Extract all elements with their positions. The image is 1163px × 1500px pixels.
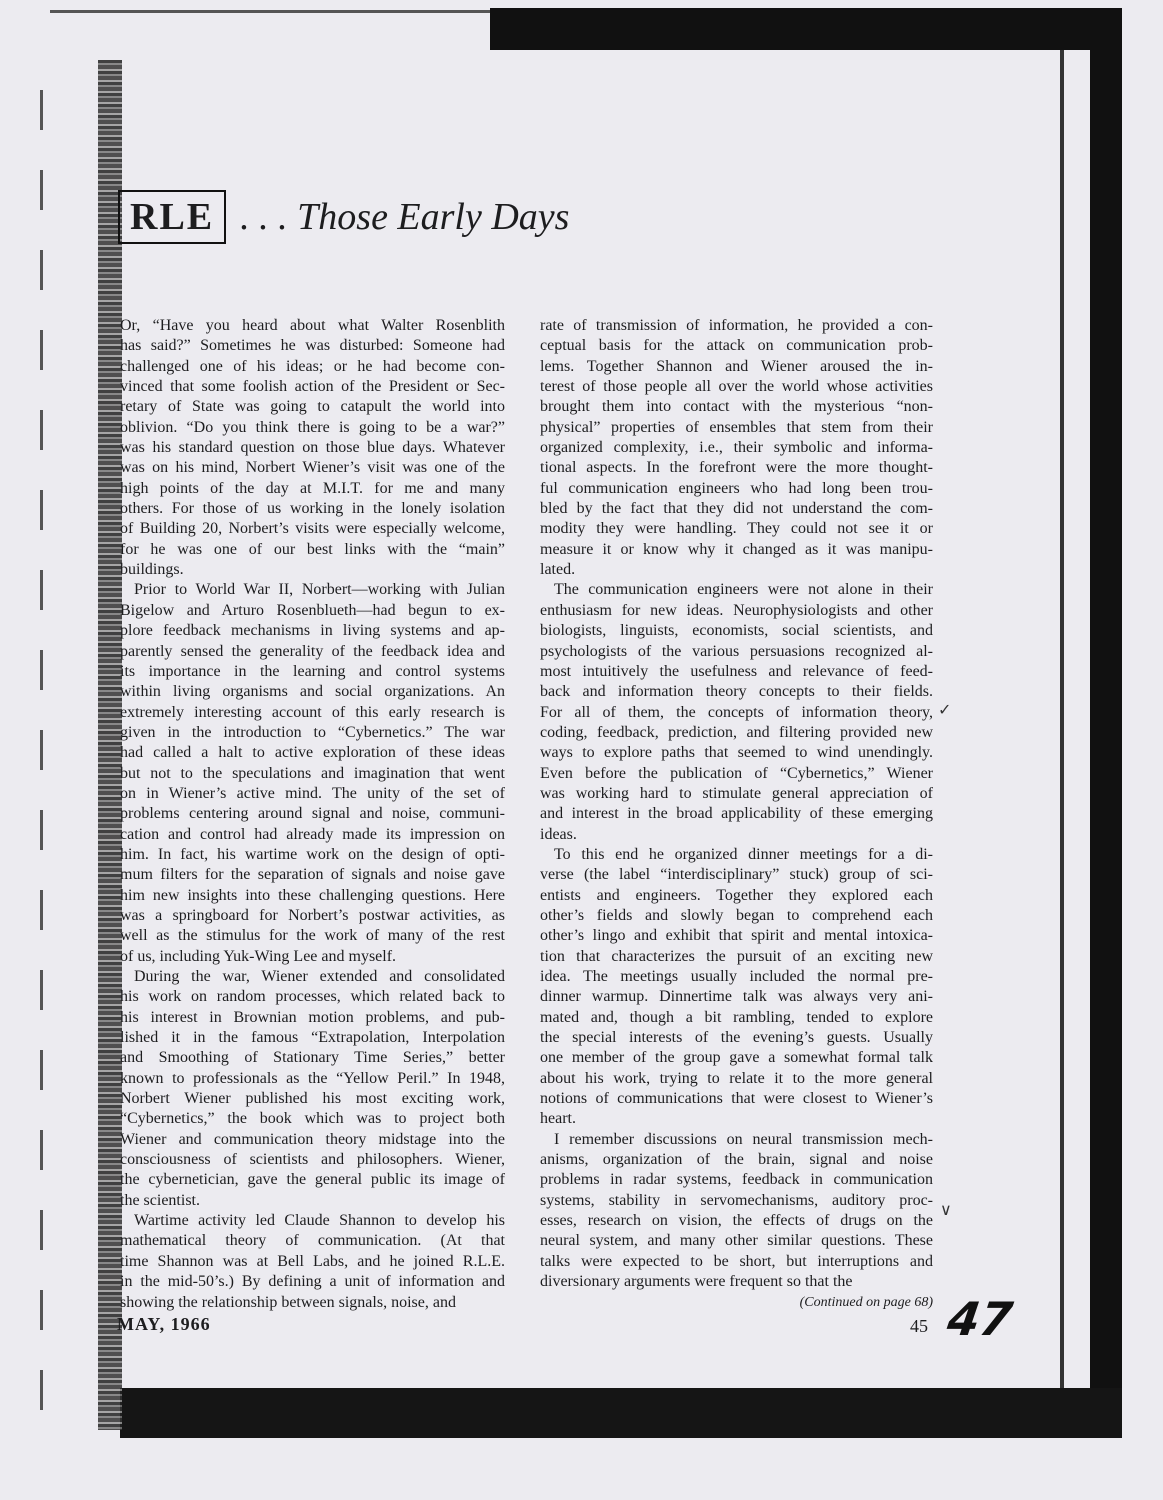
text-line: showing the relationship between signals, noise, and xyxy=(120,1293,456,1311)
text-line: measure it or know why it changed as it was manipu- xyxy=(540,540,933,558)
text-line: To this end he organized dinner meetings for a di- xyxy=(554,845,933,863)
text-line: consciousness of scientists and philosophers. Wiener, xyxy=(120,1151,505,1169)
text-line: Prior to World War II, Norbert—working with Julian xyxy=(134,581,505,599)
text-line: mum filters for the separation of signals and noise gave xyxy=(120,866,505,884)
text-line: the cybernetician, gave the general public its image of xyxy=(120,1171,505,1189)
text-line: I remember discussions on neural transmission mech- xyxy=(554,1130,933,1148)
text-line: idea. The meetings usually included the normal pre- xyxy=(540,968,933,985)
issue-date: MAY, 1966 xyxy=(117,1314,211,1334)
text-line: in the mid-50’s.) By defining a unit of information and xyxy=(120,1273,505,1291)
text-line: problems centering around signal and noise, communi- xyxy=(120,805,505,823)
page-number: 45 xyxy=(910,1316,928,1336)
text-line: him. In fact, his wartime work on the design of opti- xyxy=(120,845,505,863)
text-line: bled by the fact that they did not understand the com- xyxy=(540,500,933,518)
scan-border-top xyxy=(490,8,1122,50)
text-line: diversionary arguments were frequent so that the xyxy=(540,1273,853,1291)
text-line: about his work, trying to relate it to the more general xyxy=(540,1069,933,1087)
text-line: was a springboard for Norbert’s postwar activities, as xyxy=(120,906,505,924)
text-line: rate of transmission of information, he provided a con- xyxy=(540,317,933,334)
text-line: of Building 20, Norbert’s visits were especially welcome, xyxy=(120,520,505,538)
text-line: and interest in the broad applicability of these emerging xyxy=(540,805,933,823)
text-line: terest of those people all over the world whose activities xyxy=(540,378,933,396)
left-column xyxy=(120,316,505,1313)
text-line: challenged one of his ideas; or he had become con- xyxy=(120,357,505,375)
text-line: Wartime activity led Claude Shannon to develop his xyxy=(134,1212,505,1230)
text-line: organized complexity, i.e., their symbolic and informa- xyxy=(540,439,933,457)
text-line: lished it in the famous “Extrapolation, Interpolation xyxy=(120,1029,505,1047)
text-line: well as the stimulus for the work of many of the rest xyxy=(120,927,505,945)
text-line: entists and engineers. Together they explored each xyxy=(540,886,933,904)
text-line: other’s lingo and exhibit that spirit and mental intoxica- xyxy=(540,927,933,945)
article-title: . . . Those Early Days xyxy=(240,196,570,238)
text-line: tional aspects. In the forefront were the more thought- xyxy=(540,459,933,477)
text-line: During the war, Wiener extended and consolidated xyxy=(134,968,505,985)
text-line: enthusiasm for new ideas. Neurophysiologists and other xyxy=(540,601,933,619)
text-line: of us, including Yuk-Wing Lee and myself. xyxy=(120,947,397,965)
text-line: was on his mind, Norbert Wiener’s visit was one of the xyxy=(120,459,505,477)
continued-note: (Continued on page 68) xyxy=(799,1294,933,1310)
checkmark-annotation: ∨ xyxy=(940,1202,952,1219)
text-line: psychologists of the various persuasions recognized al- xyxy=(540,642,933,660)
text-line: Wiener and communication theory midstage into the xyxy=(120,1130,505,1148)
text-line: ideas. xyxy=(540,825,577,843)
text-line: oblivion. “Do you think there is going to be a war?” xyxy=(120,418,505,436)
rle-logo: RLE xyxy=(118,190,226,244)
text-line: back and information theory concepts to their fields. xyxy=(540,683,933,701)
text-line: was his standard question on those blue days. Whatever xyxy=(120,439,505,457)
text-line: The communication engineers were not alone in their xyxy=(554,581,933,599)
right-column xyxy=(540,316,933,1313)
text-line: one member of the group gave a somewhat formal talk xyxy=(540,1049,933,1067)
text-line: Even before the publication of “Cybernetics,” Wiener xyxy=(540,764,933,782)
text-line: cation and control had already made its impression on xyxy=(120,825,505,843)
text-line: anisms, organization of the brain, signal and noise xyxy=(540,1151,933,1169)
text-line: extremely interesting account of this early research is xyxy=(120,703,505,721)
text-line: talks were expected to be short, but interruptions and xyxy=(540,1252,933,1270)
text-line: within living organisms and social organizations. An xyxy=(120,683,505,701)
scan-shadow-left xyxy=(98,60,122,1430)
text-line: has said?” Sometimes he was disturbed: Someone had xyxy=(120,337,505,355)
scan-border-right xyxy=(1090,8,1122,1438)
text-line: brought them into contact with the mysterious “non- xyxy=(540,398,933,416)
text-line: coding, feedback, prediction, and filtering provided new xyxy=(540,723,933,741)
text-line: notions of communications that were closest to Wiener’s xyxy=(540,1090,933,1108)
scan-edge-line xyxy=(50,10,490,13)
text-line: others. For those of us working in the lonely isolation xyxy=(120,500,505,518)
text-line: modity they were handling. They could not see it or xyxy=(540,520,933,538)
text-line: lems. Together Shannon and Wiener aroused the in- xyxy=(540,357,933,375)
text-line: systems, stability in servomechanisms, auditory proc- xyxy=(540,1191,933,1209)
text-line: known to professionals as the “Yellow Peril.” In 1948, xyxy=(120,1069,505,1087)
text-line: plore feedback mechanisms in living systems and ap- xyxy=(120,622,505,640)
article-header xyxy=(118,190,569,244)
text-line: other’s fields and slowly began to comprehend each xyxy=(540,906,933,924)
text-line: him new insights into these challenging questions. Here xyxy=(120,886,505,904)
handwritten-page-number: 47 xyxy=(944,1292,1016,1346)
text-line: the scientist. xyxy=(120,1191,200,1209)
text-line: For all of them, the concepts of information theory, xyxy=(540,703,933,721)
text-line: heart. xyxy=(540,1110,576,1128)
text-line: his interest in Brownian motion problems, and pub- xyxy=(120,1008,505,1026)
text-line: ful communication engineers who had long been trou- xyxy=(540,479,933,497)
text-line: the special interests of the evening’s guests. Usually xyxy=(540,1029,933,1047)
text-line: esses, research on vision, the effects of drugs on the xyxy=(540,1212,933,1230)
text-line: ways to explore paths that seemed to wind unendingly. xyxy=(540,744,933,762)
text-line: physical” properties of ensembles that stem from their xyxy=(540,418,933,436)
checkmark-annotation: ✓ xyxy=(938,702,952,719)
text-line: was working hard to stimulate general appreciation of xyxy=(540,784,933,802)
text-line: buildings. xyxy=(120,561,184,579)
text-line: Bigelow and Arturo Rosenblueth—had begun to ex- xyxy=(120,601,505,619)
text-line: problems in radar systems, feedback in communication xyxy=(540,1171,933,1189)
text-line: dinner warmup. Dinnertime talk was always very ani- xyxy=(540,988,933,1006)
text-line: and Smoothing of Stationary Time Series,” better xyxy=(120,1049,505,1067)
text-line: but not to the speculations and imagination that went xyxy=(120,764,505,782)
scan-border-right-inner xyxy=(1060,50,1064,1390)
text-line: tion that characterizes the pursuit of an exciting new xyxy=(540,947,933,965)
text-line: retary of State was going to catapult the world into xyxy=(120,398,505,416)
text-line: given in the introduction to “Cybernetics.” The war xyxy=(120,723,505,741)
text-line: neural system, and many other similar questions. These xyxy=(540,1232,933,1250)
scan-border-bottom xyxy=(120,1388,1122,1438)
text-line: verse (the label “interdisciplinary” stuck) group of sci- xyxy=(540,866,933,884)
text-line: vinced that some foolish action of the President or Sec- xyxy=(120,378,505,396)
text-line: time Shannon was at Bell Labs, and he joined R.L.E. xyxy=(120,1252,505,1270)
text-line: for he was one of our best links with the “main” xyxy=(120,540,505,558)
text-line: its importance in the learning and control systems xyxy=(120,662,505,680)
binding-margin-marks xyxy=(40,90,43,1440)
text-line: his work on random processes, which related back to xyxy=(120,988,505,1006)
text-line: “Cybernetics,” the book which was to project both xyxy=(120,1110,505,1128)
text-line: mathematical theory of communication. (At that xyxy=(120,1232,505,1250)
text-line: parently sensed the generality of the feedback idea and xyxy=(120,642,505,660)
text-line: high points of the day at M.I.T. for me and many xyxy=(120,479,505,497)
text-line: on in Wiener’s active mind. The unity of the set of xyxy=(120,784,505,802)
text-line: biologists, linguists, economists, social scientists, and xyxy=(540,622,933,640)
text-line: had called a halt to active exploration of these ideas xyxy=(120,744,505,762)
text-line: most intuitively the usefulness and relevance of feed- xyxy=(540,662,933,680)
text-line: Norbert Wiener published his most exciting work, xyxy=(120,1090,505,1108)
text-line: mated and, though a bit rambling, tended to explore xyxy=(540,1008,933,1026)
text-line: lated. xyxy=(540,561,576,579)
text-line: Or, “Have you heard about what Walter Rosenblith xyxy=(120,317,505,334)
text-line: ceptual basis for the attack on communication prob- xyxy=(540,337,933,355)
